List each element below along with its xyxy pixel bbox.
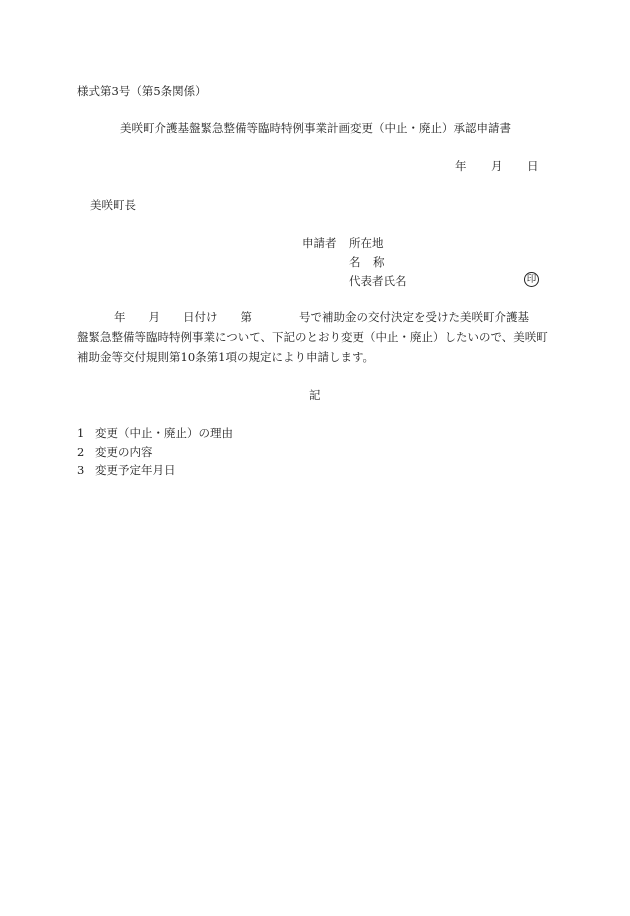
date-day: 日: [527, 159, 539, 173]
body-line1-rest: 号で補助金の交付決定を受けた美咲町介護基: [299, 310, 529, 324]
body-dai: 第: [240, 310, 252, 324]
list-item-text: 変更の内容: [95, 445, 153, 459]
body-dated: 日付け: [183, 310, 218, 324]
list-item-text: 変更（中止・廃止）の理由: [95, 426, 233, 440]
body-month: 月: [148, 310, 160, 324]
list-item: [77, 428, 233, 440]
date-year: 年: [455, 159, 467, 173]
name-label: [349, 257, 385, 269]
representative-label: 代表者氏名: [349, 274, 407, 288]
name-label-char2: 称: [373, 255, 385, 269]
document-title: 美咲町介護基盤緊急整備等臨時特例事業計画変更（中止・廃止）承認申請書: [120, 121, 511, 135]
list-item: [77, 447, 153, 459]
body-line-1: [77, 312, 529, 324]
ki-heading: 記: [309, 388, 321, 402]
date-line: [455, 161, 539, 173]
applicant-label: 申請者: [302, 236, 337, 250]
date-month: 月: [491, 159, 503, 173]
list-item-number: 2: [77, 445, 85, 459]
body-year: 年: [114, 310, 126, 324]
name-label-char1: 名: [349, 255, 361, 269]
address-label: 所在地: [349, 236, 384, 250]
list-item: [77, 465, 176, 477]
addressee: 美咲町長: [90, 198, 136, 212]
seal-mark: 印: [524, 272, 539, 287]
list-item-text: 変更予定年月日: [95, 463, 176, 477]
body-line-3: 補助金等交付規則第10条第1項の規定により申請します。: [77, 350, 375, 364]
form-number: 様式第3号（第5条関係）: [77, 84, 207, 98]
list-item-number: 3: [77, 463, 85, 477]
body-line-2: 盤緊急整備等臨時特例事業について、下記のとおり変更（中止・廃止）したいので、美咲町: [77, 330, 548, 344]
list-item-number: 1: [77, 426, 85, 440]
